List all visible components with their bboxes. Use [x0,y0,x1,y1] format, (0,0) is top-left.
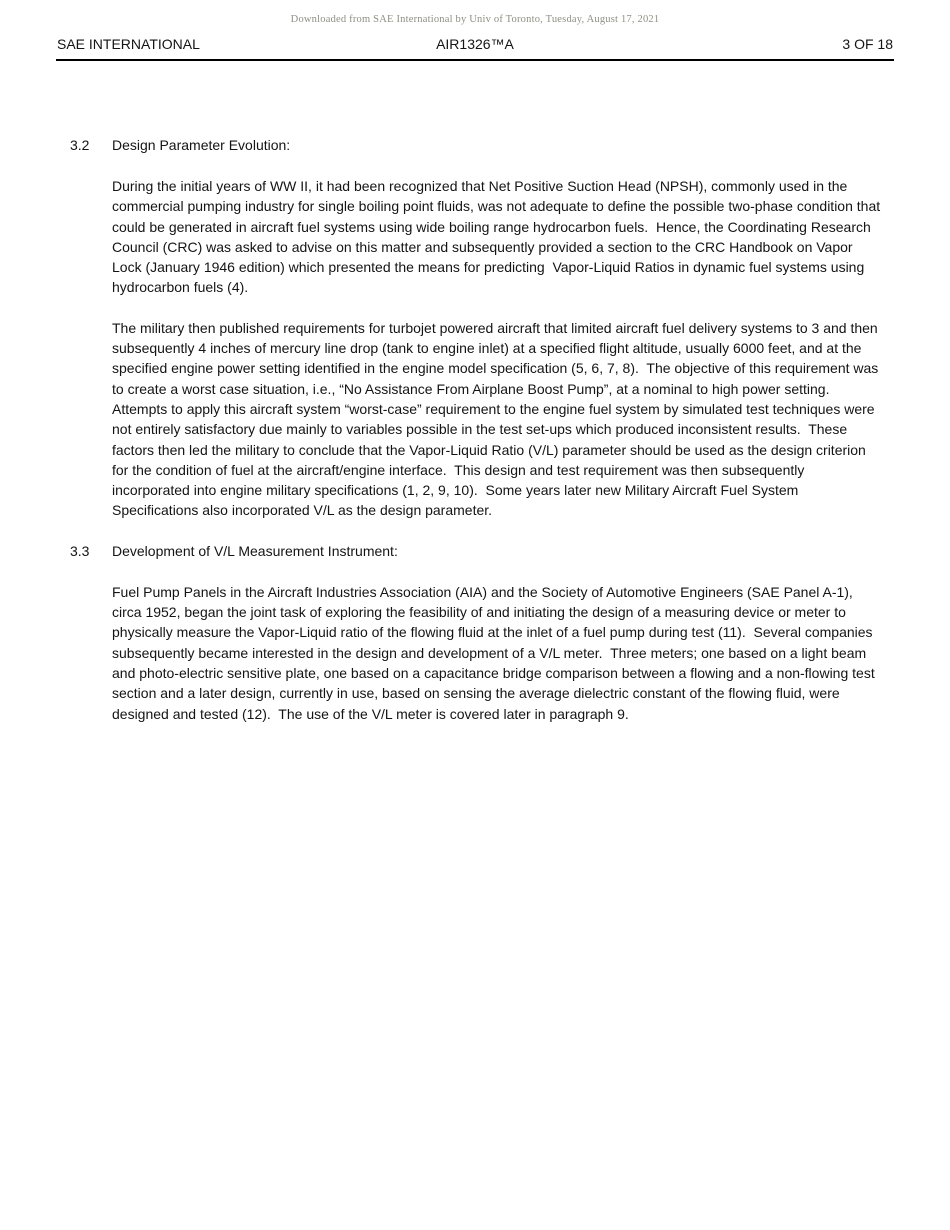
section-number: 3.3 [70,542,90,559]
section-title: Development of V/L Measurement Instrument: [112,542,398,559]
paragraph: The military then published requirements for turbojet powered aircraft that limited aircraft fuel delivery systems to 3 and then subsequently 4 inches of mercury line drop (tank to engine inlet) at a specified flight altitude, usually 6000 feet, and at the specified engine power setting identified in the engine model specification (5, 6, 7, 8). The objective of this requirement was to create a worst case situation, i.e., “No Assistance From Airplane Boost Pump”, at a nominal to high power setting. Attempts to apply this aircraft system “worst-case” requirement to the engine fuel system by simulated test techniques were not entirely satisfactory due mainly to variables possible in the test set-ups which produced inconsistent results. These factors then led the military to conclude that the Vapor-Liquid Ratio (V/L) parameter should be used as the design criterion for the condition of fuel at the aircraft/engine interface. This design and test requirement was then subsequently incorporated into engine military specifications (1, 2, 9, 10). Some years later new Military Aircraft Fuel System Specifications also incorporated V/L as the design parameter. [112,319,883,519]
header-organization: SAE INTERNATIONAL [57,36,200,52]
header-document-number: AIR1326™A [436,36,514,52]
paragraph: Fuel Pump Panels in the Aircraft Industries Association (AIA) and the Society of Automotive Engineers (SAE Panel A-1), circa 1952, began the joint task of exploring the feasibility of and initiating the design of a measuring device or meter to physically measure the Vapor-Liquid ratio of the flowing fluid at the inlet of a fuel pump during test (11). Several companies subsequently became interested in the design and development of a V/L meter. Three meters; one based on a light beam and photo-electric sensitive plate, one based on a capacitance bridge comparison between a flowing and a non-flowing test section and a later design, currently in use, based on sensing the average dielectric constant of the flowing fluid, were designed and tested (12). The use of the V/L meter is covered later in paragraph 9. [112,583,879,722]
download-watermark: Downloaded from SAE International by Univ of Toronto, Tuesday, August 17, 2021 [290,14,660,25]
paragraph: During the initial years of WW II, it had been recognized that Net Positive Suction Head (NPSH), commonly used in the commercial pumping industry for single boiling point fluids, was not adequate to define the possible two-phase condition that could be generated in aircraft fuel systems using wide boiling range hydrocarbon fuels. Hence, the Coordinating Research Council (CRC) was asked to advise on this matter and subsequently provided a section to the CRC Handbook on Vapor Lock (January 1946 edition) which presented the means for predicting Vapor-Liquid Ratios in dynamic fuel systems using hydrocarbon fuels (4). [112,178,885,296]
document-body [0,61,950,724]
section-title: Design Parameter Evolution: [112,137,291,153]
section-number: 3.2 [70,137,90,153]
page-header [57,36,893,52]
section-3-2 [70,135,885,521]
header-page-number: 3 OF 18 [842,36,893,52]
section-3-3 [70,541,881,724]
section-heading [70,541,881,561]
section-heading [70,135,881,155]
